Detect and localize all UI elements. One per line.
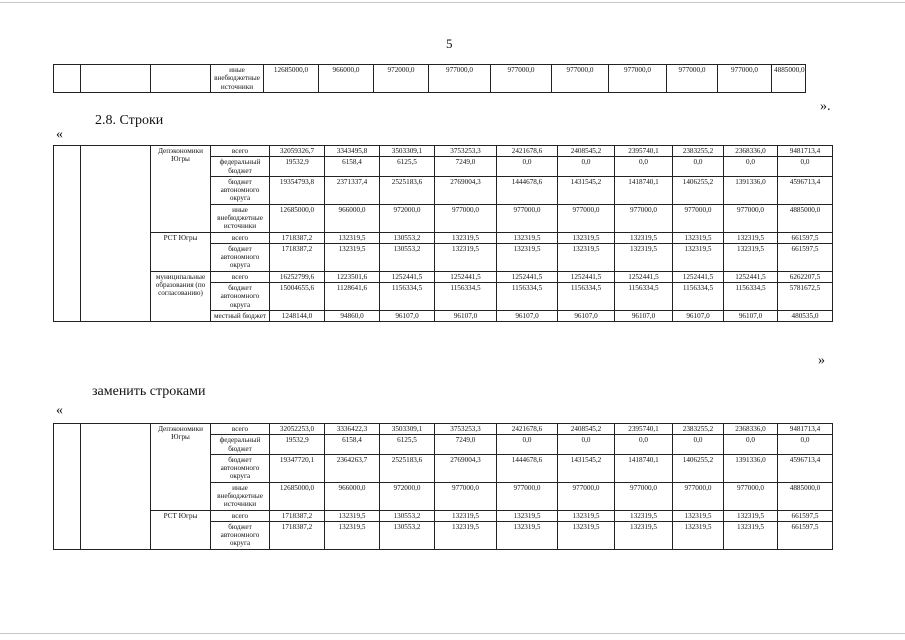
closing-quote-top: ». <box>820 99 831 114</box>
value-cell: 2368336,0 <box>724 146 778 157</box>
value-cell: 6262207,5 <box>778 271 833 282</box>
row-label: иные внебюджетные источники <box>211 204 270 232</box>
row-label: всего <box>211 271 270 282</box>
value-cell: 132319,5 <box>724 510 778 521</box>
row-label: бюджет автономного округа <box>211 454 270 482</box>
top-scan-edge <box>0 2 905 3</box>
row-label: местный бюджет <box>211 310 270 321</box>
value-cell: 132319,5 <box>558 243 615 271</box>
value-cell: 2408545,2 <box>558 424 615 435</box>
empty-cell <box>54 146 81 322</box>
value-cell: 132319,5 <box>558 510 615 521</box>
value-cell: 4885000,0 <box>778 482 833 510</box>
value-cell: 4596713,4 <box>778 176 833 204</box>
value-cell: 1156334,5 <box>435 282 497 310</box>
value-cell: 6125,5 <box>380 157 435 177</box>
value-cell: 130553,2 <box>380 232 435 243</box>
value-cell: 132319,5 <box>497 510 558 521</box>
value-cell: 1391336,0 <box>724 454 778 482</box>
value-cell: 6158,4 <box>325 435 380 455</box>
empty-cell <box>81 146 151 322</box>
table-row <box>54 146 833 157</box>
value-cell: 1431545,2 <box>558 176 615 204</box>
value-cell: 977000,0 <box>673 204 724 232</box>
value-cell: 132319,5 <box>673 243 724 271</box>
value-cell: 132319,5 <box>497 521 558 549</box>
value-cell: 2525183,6 <box>380 176 435 204</box>
value-cell: 19532,9 <box>270 157 325 177</box>
value-cell: 0,0 <box>673 435 724 455</box>
value-cell: 1406255,2 <box>673 454 724 482</box>
value-cell: 966000,0 <box>325 204 380 232</box>
value-cell: 1248144,0 <box>270 310 325 321</box>
value-cell: 1431545,2 <box>558 454 615 482</box>
value-cell: 977000,0 <box>718 65 772 93</box>
value-cell: 977000,0 <box>497 482 558 510</box>
value-cell: 132319,5 <box>325 521 380 549</box>
row-label: бюджет автономного округа <box>211 176 270 204</box>
table-row <box>54 232 833 243</box>
value-cell: 12685000,0 <box>264 65 319 93</box>
value-cell: 132319,5 <box>435 243 497 271</box>
value-cell: 977000,0 <box>429 65 491 93</box>
value-cell: 1406255,2 <box>673 176 724 204</box>
value-cell: 977000,0 <box>435 204 497 232</box>
value-cell: 1156334,5 <box>724 282 778 310</box>
value-cell: 132319,5 <box>673 232 724 243</box>
row-label: всего <box>211 510 270 521</box>
value-cell: 2383255,2 <box>673 146 724 157</box>
row-label: иные внебюджетные источники <box>211 65 264 93</box>
value-cell: 9481713,4 <box>778 424 833 435</box>
empty-cell <box>151 65 211 93</box>
value-cell: 1444678,6 <box>497 176 558 204</box>
value-cell: 3503309,1 <box>380 146 435 157</box>
value-cell: 96107,0 <box>673 310 724 321</box>
value-cell: 0,0 <box>615 435 673 455</box>
value-cell: 96107,0 <box>558 310 615 321</box>
value-cell: 4885000,0 <box>778 204 833 232</box>
value-cell: 977000,0 <box>724 482 778 510</box>
opening-quote-1: « <box>56 127 63 142</box>
value-cell: 96107,0 <box>435 310 497 321</box>
row-label: всего <box>211 232 270 243</box>
value-cell: 1252441,5 <box>724 271 778 282</box>
page-number: 5 <box>446 36 453 51</box>
value-cell: 96107,0 <box>497 310 558 321</box>
value-cell: 94860,0 <box>325 310 380 321</box>
group-name: РСТ Югры <box>151 232 211 271</box>
value-cell: 2769004,3 <box>435 176 497 204</box>
value-cell: 0,0 <box>673 157 724 177</box>
old-rows-table <box>53 145 833 322</box>
value-cell: 1391336,0 <box>724 176 778 204</box>
value-cell: 3503309,1 <box>380 424 435 435</box>
row-label: федеральный бюджет <box>211 157 270 177</box>
value-cell: 132319,5 <box>435 232 497 243</box>
value-cell: 0,0 <box>724 435 778 455</box>
group-name: Депэкономики Югры <box>151 424 211 511</box>
value-cell: 1444678,6 <box>497 454 558 482</box>
value-cell: 132319,5 <box>558 232 615 243</box>
new-rows-table <box>53 423 833 550</box>
value-cell: 0,0 <box>724 157 778 177</box>
value-cell: 9481713,4 <box>778 146 833 157</box>
value-cell: 132319,5 <box>673 521 724 549</box>
value-cell: 19532,9 <box>270 435 325 455</box>
value-cell: 1223501,6 <box>325 271 380 282</box>
value-cell: 1156334,5 <box>558 282 615 310</box>
value-cell: 977000,0 <box>491 65 552 93</box>
value-cell: 96107,0 <box>615 310 673 321</box>
value-cell: 3336422,3 <box>325 424 380 435</box>
value-cell: 977000,0 <box>615 482 673 510</box>
row-label: всего <box>211 424 270 435</box>
group-name: РСТ Югры <box>151 510 211 549</box>
value-cell: 977000,0 <box>497 204 558 232</box>
value-cell: 132319,5 <box>724 521 778 549</box>
value-cell: 977000,0 <box>435 482 497 510</box>
value-cell: 0,0 <box>615 157 673 177</box>
group-name: Депэкономики Югры <box>151 146 211 233</box>
value-cell: 3343495,8 <box>325 146 380 157</box>
value-cell: 7249,0 <box>435 157 497 177</box>
table-row <box>54 424 833 435</box>
value-cell: 1252441,5 <box>380 271 435 282</box>
row-label: бюджет автономного округа <box>211 243 270 271</box>
value-cell: 1718387,2 <box>270 243 325 271</box>
row-label: бюджет автономного округа <box>211 282 270 310</box>
bottom-scan-edge <box>0 633 905 634</box>
table-row <box>54 271 833 282</box>
value-cell: 4596713,4 <box>778 454 833 482</box>
value-cell: 2371337,4 <box>325 176 380 204</box>
value-cell: 977000,0 <box>552 65 609 93</box>
row-label: бюджет автономного округа <box>211 521 270 549</box>
value-cell: 977000,0 <box>667 65 718 93</box>
value-cell: 132319,5 <box>615 232 673 243</box>
value-cell: 132319,5 <box>497 232 558 243</box>
value-cell: 480535,0 <box>778 310 833 321</box>
value-cell: 7249,0 <box>435 435 497 455</box>
value-cell: 1418740,1 <box>615 176 673 204</box>
value-cell: 132319,5 <box>325 510 380 521</box>
replace-text: заменить строками <box>92 384 206 399</box>
value-cell: 0,0 <box>497 157 558 177</box>
value-cell: 972000,0 <box>374 65 429 93</box>
value-cell: 4885000,0 <box>772 65 806 93</box>
value-cell: 96107,0 <box>724 310 778 321</box>
closing-quote-1: » <box>818 353 825 368</box>
value-cell: 5781672,5 <box>778 282 833 310</box>
value-cell: 977000,0 <box>673 482 724 510</box>
value-cell: 132319,5 <box>615 521 673 549</box>
value-cell: 132319,5 <box>558 521 615 549</box>
value-cell: 16252799,6 <box>270 271 325 282</box>
value-cell: 2408545,2 <box>558 146 615 157</box>
value-cell: 1252441,5 <box>615 271 673 282</box>
value-cell: 2395740,1 <box>615 424 673 435</box>
value-cell: 1718387,2 <box>270 232 325 243</box>
value-cell: 1252441,5 <box>435 271 497 282</box>
value-cell: 3753253,3 <box>435 146 497 157</box>
opening-quote-2: « <box>56 403 63 418</box>
value-cell: 1156334,5 <box>615 282 673 310</box>
value-cell: 12685000,0 <box>270 482 325 510</box>
value-cell: 1156334,5 <box>497 282 558 310</box>
value-cell: 12685000,0 <box>270 204 325 232</box>
value-cell: 1718387,2 <box>270 521 325 549</box>
value-cell: 0,0 <box>778 435 833 455</box>
value-cell: 132319,5 <box>435 510 497 521</box>
table-row <box>54 65 806 93</box>
value-cell: 661597,5 <box>778 521 833 549</box>
top-fragment-table <box>53 64 806 93</box>
value-cell: 132319,5 <box>673 510 724 521</box>
value-cell: 661597,5 <box>778 510 833 521</box>
value-cell: 977000,0 <box>609 65 667 93</box>
value-cell: 2421678,6 <box>497 424 558 435</box>
value-cell: 1252441,5 <box>673 271 724 282</box>
value-cell: 661597,5 <box>778 232 833 243</box>
value-cell: 972000,0 <box>380 482 435 510</box>
row-label: федеральный бюджет <box>211 435 270 455</box>
value-cell: 972000,0 <box>380 204 435 232</box>
value-cell: 1252441,5 <box>497 271 558 282</box>
value-cell: 2525183,6 <box>380 454 435 482</box>
row-label: иные внебюджетные источники <box>211 482 270 510</box>
empty-cell <box>54 65 81 93</box>
section-heading: 2.8. Строки <box>95 113 164 128</box>
value-cell: 32052253,0 <box>270 424 325 435</box>
value-cell: 2769004,3 <box>435 454 497 482</box>
value-cell: 1418740,1 <box>615 454 673 482</box>
value-cell: 0,0 <box>558 157 615 177</box>
value-cell: 2383255,2 <box>673 424 724 435</box>
empty-cell <box>54 424 81 550</box>
empty-cell <box>81 424 151 550</box>
value-cell: 977000,0 <box>558 482 615 510</box>
value-cell: 0,0 <box>497 435 558 455</box>
value-cell: 130553,2 <box>380 243 435 271</box>
row-label: всего <box>211 146 270 157</box>
value-cell: 966000,0 <box>325 482 380 510</box>
value-cell: 132319,5 <box>615 243 673 271</box>
value-cell: 132319,5 <box>435 521 497 549</box>
value-cell: 1718387,2 <box>270 510 325 521</box>
table-row <box>54 510 833 521</box>
value-cell: 0,0 <box>778 157 833 177</box>
value-cell: 132319,5 <box>325 232 380 243</box>
value-cell: 19347720,1 <box>270 454 325 482</box>
value-cell: 132319,5 <box>724 232 778 243</box>
value-cell: 132319,5 <box>325 243 380 271</box>
value-cell: 130553,2 <box>380 521 435 549</box>
value-cell: 15004655,6 <box>270 282 325 310</box>
value-cell: 2421678,6 <box>497 146 558 157</box>
value-cell: 32059326,7 <box>270 146 325 157</box>
value-cell: 1128641,6 <box>325 282 380 310</box>
value-cell: 661597,5 <box>778 243 833 271</box>
value-cell: 1156334,5 <box>380 282 435 310</box>
value-cell: 0,0 <box>558 435 615 455</box>
value-cell: 977000,0 <box>724 204 778 232</box>
empty-cell <box>81 65 151 93</box>
value-cell: 1252441,5 <box>558 271 615 282</box>
value-cell: 6125,5 <box>380 435 435 455</box>
value-cell: 977000,0 <box>615 204 673 232</box>
value-cell: 977000,0 <box>558 204 615 232</box>
value-cell: 2395740,1 <box>615 146 673 157</box>
group-name: муниципальные образования (по согласованию) <box>151 271 211 321</box>
value-cell: 19354793,8 <box>270 176 325 204</box>
value-cell: 132319,5 <box>724 243 778 271</box>
value-cell: 1156334,5 <box>673 282 724 310</box>
value-cell: 6158,4 <box>325 157 380 177</box>
value-cell: 966000,0 <box>319 65 374 93</box>
value-cell: 2364263,7 <box>325 454 380 482</box>
value-cell: 3753253,3 <box>435 424 497 435</box>
value-cell: 2368336,0 <box>724 424 778 435</box>
value-cell: 130553,2 <box>380 510 435 521</box>
value-cell: 96107,0 <box>380 310 435 321</box>
value-cell: 132319,5 <box>497 243 558 271</box>
value-cell: 132319,5 <box>615 510 673 521</box>
